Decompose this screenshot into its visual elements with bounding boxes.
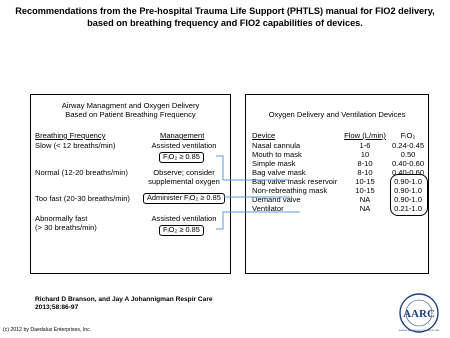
device-flow: NA xyxy=(359,195,371,204)
slide-title xyxy=(10,6,440,29)
device-fio2: 0.21-1.0 xyxy=(394,204,422,213)
flow-header: Flow (L/min) xyxy=(344,131,386,140)
frequency-slow: Slow (< 12 breaths/min) xyxy=(35,141,116,150)
title-line-2: based on breathing frequency and FIO2 capabilities of devices. xyxy=(87,17,363,28)
device-flow: NA xyxy=(359,204,371,213)
device-flow: 10-15 xyxy=(355,177,375,186)
device-fio2: 0.24-0.45 xyxy=(391,141,425,150)
airway-management-panel xyxy=(30,94,231,274)
frequency-abnormal-line-1: Abnormally fast xyxy=(35,214,88,223)
device-flow: 8-10 xyxy=(357,159,373,168)
device-name: Demand valve xyxy=(252,195,301,204)
title-line-1: Recommendations from the Pre-hospital Trauma Life Support (PHTLS) manual for FIO2 delivery, xyxy=(15,6,435,16)
device-fio2: 0.50 xyxy=(400,150,416,159)
device-name: Simple mask xyxy=(252,159,296,168)
right-heading: Oxygen Delivery and Ventilation Devices xyxy=(268,110,406,119)
device-name: Mouth to mask xyxy=(252,150,302,159)
copyright: (c) 2012 by Daedalus Enterprises, Inc. xyxy=(3,327,92,333)
device-name: Bag valve mask xyxy=(252,168,306,177)
device-header: Device xyxy=(252,131,276,140)
aarc-logo xyxy=(396,292,442,334)
fio2-box-slow: FᵢO₂ ≥ 0.85 xyxy=(159,152,204,163)
management-normal-line-1: Observe; consider xyxy=(153,168,215,177)
fio2-box-abnormal: FᵢO₂ ≥ 0.85 xyxy=(159,225,204,236)
device-name: Non-rebreathing mask xyxy=(252,186,328,195)
frequency-abnormal-line-2: (> 30 breaths/min) xyxy=(35,223,97,232)
device-fio2: 0.90-1.0 xyxy=(394,186,422,195)
citation-line-1: Richard D Branson, and Jay A Johannigman Respir Care xyxy=(35,296,213,303)
logo-letters: AARC xyxy=(403,308,435,320)
management-abnormal: Assisted ventilation xyxy=(151,214,217,223)
management-slow: Assisted ventilation xyxy=(151,141,217,150)
device-flow: 10 xyxy=(360,150,370,159)
oxygen-devices-panel xyxy=(245,94,429,274)
device-fio2: 0.90-1.0 xyxy=(394,177,422,186)
device-name: Bag valve mask reservoir xyxy=(252,177,338,186)
device-name: Nasal cannula xyxy=(252,141,301,150)
device-fio2: 0.90-1.0 xyxy=(394,195,422,204)
breathing-frequency-header: Breathing Frequency xyxy=(35,131,106,140)
left-heading-line-1: Airway Managment and Oxygen Delivery xyxy=(61,101,200,110)
fio2-box-too-fast: Administer FᵢO₂ ≥ 0.85 xyxy=(143,193,225,204)
management-normal-line-2: supplemental oxygen xyxy=(148,177,220,186)
high-fio2-highlight-oval xyxy=(390,174,428,216)
frequency-normal: Normal (12-20 breaths/min) xyxy=(35,168,128,177)
device-fio2: 0.40-0.60 xyxy=(391,168,425,177)
device-flow: 10-15 xyxy=(355,186,375,195)
left-heading-line-2: Based on Patient Breathing Frequency xyxy=(65,110,196,119)
frequency-too-fast: Too fast (20-30 breaths/min) xyxy=(35,194,130,203)
device-fio2: 0.40-0.60 xyxy=(391,159,425,168)
device-flow: 1-6 xyxy=(359,141,371,150)
logo-text: AMERICAN ASSOCIATION FOR RESPIRATORY CARE xyxy=(399,331,439,332)
management-header: Management xyxy=(160,131,205,140)
device-name: Ventilator xyxy=(252,204,284,213)
fio2-header: FᵢO₂ xyxy=(400,131,416,140)
device-flow: 8-10 xyxy=(357,168,373,177)
citation-line-2: 2013;58:86-97 xyxy=(35,304,79,311)
citation xyxy=(35,296,213,312)
